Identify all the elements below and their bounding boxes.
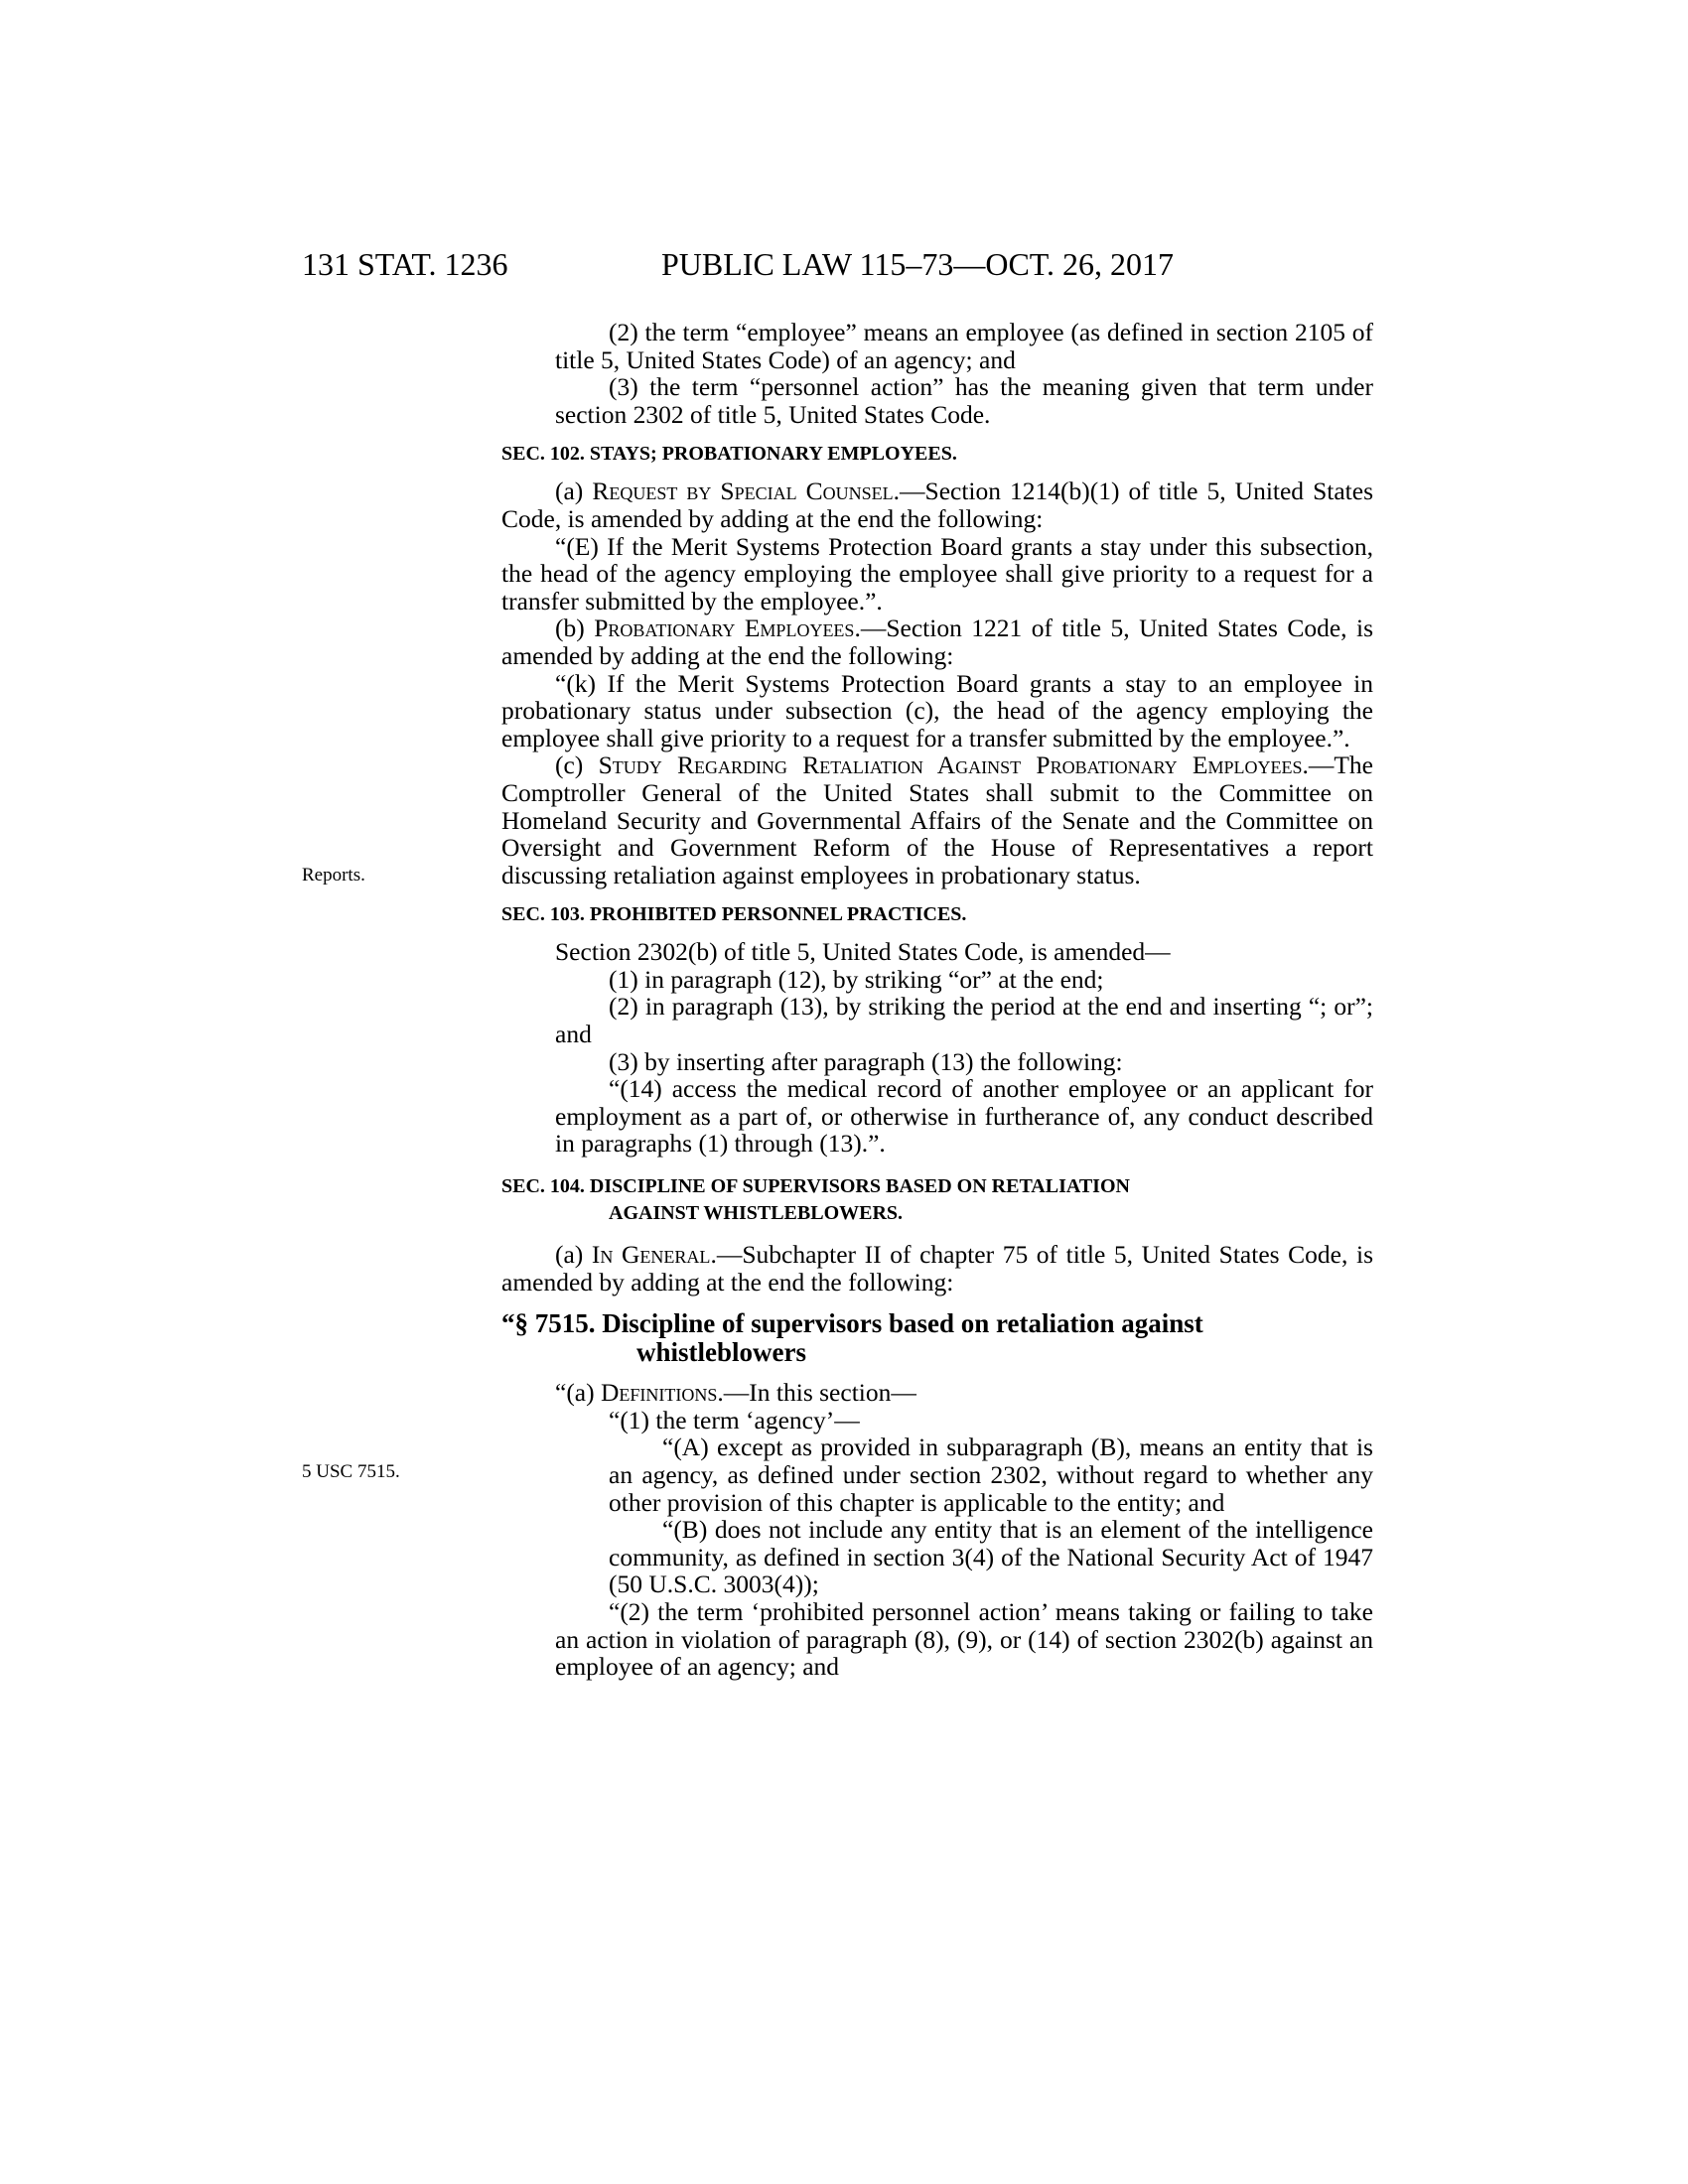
subsection-text: .—Section 1221 of title 5, United States Code, is amended by adding at the end the following: <box>501 614 1374 670</box>
subsection-heading: Definitions <box>601 1378 718 1408</box>
subsection-102b <box>501 614 1373 669</box>
section-103-item-2: (2) in paragraph (13), by striking the period at the end and inserting “; or”; and <box>555 992 1373 1049</box>
section-103-heading: SEC. 103. PROHIBITED PERSONNEL PRACTICES. <box>501 903 967 926</box>
subsection-102a <box>501 478 1373 532</box>
section-103-item-3: (3) by inserting after paragraph (13) the following: <box>609 1046 1123 1076</box>
definition-agency-a: “(A) except as provided in subparagraph (B), means an entity that is an agency, as defined under section 2302, without regard to whether any other provision of this chapter is applicable to the entity; and <box>609 1433 1373 1517</box>
subsection-text: .—Section 1214(b)(1) of title 5, United States Code, is amended by adding at the end the following: <box>501 477 1373 533</box>
section-7515-heading-line2: whistleblowers <box>636 1337 806 1368</box>
section-104-heading <box>501 1173 1373 1227</box>
subsection-text: .—The Comptroller General of the United States shall submit to the Committee on Homeland Security and Governmental Affairs of the Senate and the Committee on Oversight and Government Reform of the House of Representatives a report discussing retaliation against employees in probationary status. <box>501 751 1373 889</box>
subsection-heading: In General <box>591 1240 711 1270</box>
subsection-label: (a) <box>555 477 593 506</box>
public-law-header: PUBLIC LAW 115–73—OCT. 26, 2017 <box>661 246 1174 282</box>
quoted-amendment-e: “(E) If the Merit Systems Protection Board grants a stay under this subsection, the head of the agency employing the employee shall give priority to a request for a transfer submitted by the employee.”. <box>501 531 1373 615</box>
definition-prohibited-personnel-action: “(2) the term ‘prohibited personnel action’ means taking or failing to take an action in violation of paragraph (8), (9), or (14) of section 2302(b) against an employee of an agency; and <box>555 1596 1373 1682</box>
section-103-quoted-14: “(14) access the medical record of another employee or an applicant for employment as a part of, or otherwise in furtherance of, any conduct described in paragraphs (1) through (13).”. <box>555 1074 1373 1159</box>
subsection-heading: Request by Special Counsel <box>592 477 894 506</box>
section-7515-heading <box>501 1309 1373 1367</box>
section-7515-heading-line1: “§ 7515. Discipline of supervisors based on retaliation against <box>501 1308 1203 1339</box>
paragraph-personnel-action-definition: (3) the term “personnel action” has the meaning given that term under section 2302 of title 5, United States Code. <box>555 372 1373 429</box>
subsection-heading: Study Regarding Retaliation Against Probationary Employees <box>598 751 1303 780</box>
section-102-heading: SEC. 102. STAYS; PROBATIONARY EMPLOYEES. <box>501 443 957 466</box>
subsection-label: (a) <box>555 1240 592 1270</box>
definition-agency: “(1) the term ‘agency’— <box>609 1405 860 1434</box>
subsection-text: .—Subchapter II of chapter 75 of title 5, United States Code, is amended by adding at the end the following: <box>501 1240 1373 1297</box>
section-104-heading-line2: AGAINST WHISTLEBLOWERS. <box>609 1202 904 1225</box>
statute-page-reference: 131 STAT. 1236 <box>302 246 508 282</box>
subsection-label: (c) <box>555 751 599 780</box>
section-103-item-1: (1) in paragraph (12), by striking “or” at the end; <box>609 964 1104 994</box>
margin-note-reports: Reports. <box>302 865 365 886</box>
margin-note-usc-citation: 5 USC 7515. <box>302 1461 400 1482</box>
document-body <box>501 319 1373 1681</box>
subsection-text: .—In this section— <box>717 1378 916 1408</box>
quoted-amendment-k: “(k) If the Merit Systems Protection Board grants a stay to an employee in probationary status under subsection (c), the head of the agency employing the employee shall give priority to a request for a transfer submitted by the employee.”. <box>501 668 1373 752</box>
section-104-heading-line1: SEC. 104. DISCIPLINE OF SUPERVISORS BASED ON RETALIATION <box>501 1175 1130 1198</box>
subsection-102c <box>501 751 1373 888</box>
subsection-heading: Probationary Employees <box>594 614 855 643</box>
definitions-subsection <box>501 1379 1373 1407</box>
section-103-intro: Section 2302(b) of title 5, United States Code, is amended— <box>555 937 1171 967</box>
subsection-label: “(a) <box>555 1378 601 1408</box>
paragraph-employee-definition: (2) the term “employee” means an employee (as defined in section 2105 of title 5, United States Code) of an agency; and <box>555 318 1373 374</box>
subsection-label: (b) <box>555 614 595 643</box>
definition-agency-b: “(B) does not include any entity that is an element of the intelligence community, as defined in section 3(4) of the National Security Act of 1947 (50 U.S.C. 3003(4)); <box>609 1515 1373 1599</box>
subsection-104a <box>501 1241 1373 1296</box>
